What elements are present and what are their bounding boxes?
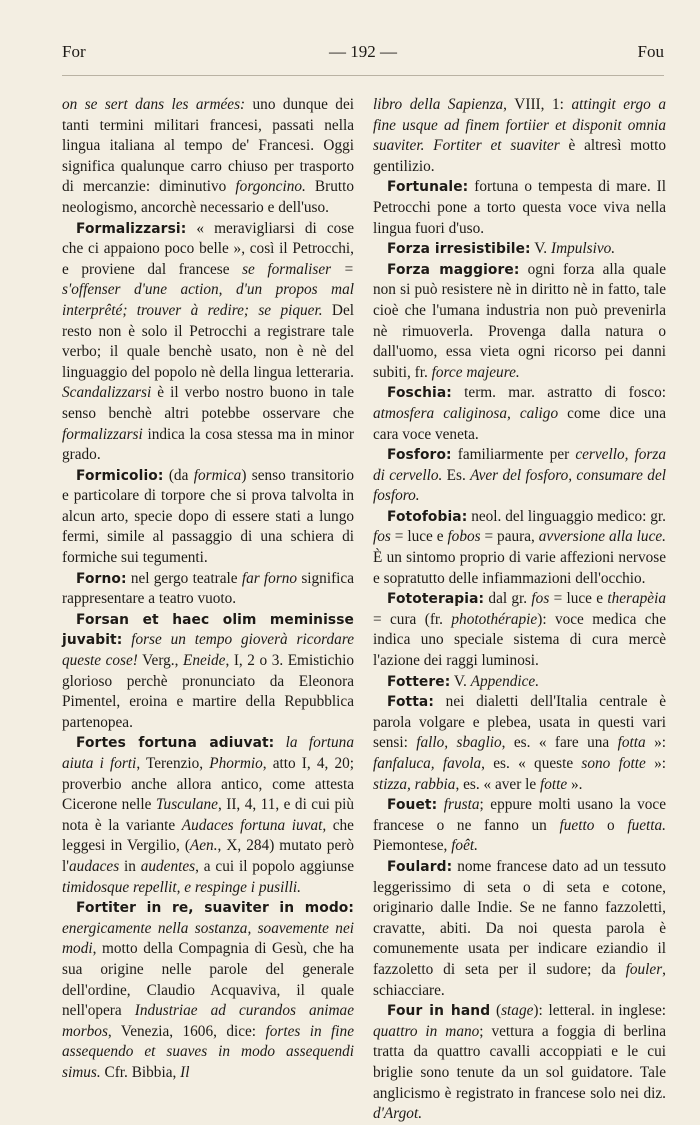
italic-text: libro della Sapienza xyxy=(373,96,504,113)
entry-headword: Foulard: xyxy=(387,858,453,875)
entry-text: uno dunque dei tanti termini militari francesi, passati nella lingua italiana al tempo de' Francesi. Oggi significa qualunque carro chiuso per trasporto di mercanzie: diminutivo xyxy=(62,96,354,196)
entry-text: , motto della Compagnia di Gesù, che ha sua origine nelle parole del generale dell'ordine, Claudio Acquaviva, il quale nell'opera xyxy=(62,940,354,1020)
dictionary-entry xyxy=(62,610,354,734)
italic-text: foêt. xyxy=(451,837,478,855)
entry-headword: Forza maggiore: xyxy=(387,261,520,278)
italic-text: fouler xyxy=(625,960,663,978)
italic-text: force majeure. xyxy=(431,363,520,381)
entry-headword: Fortunale: xyxy=(387,179,469,196)
italic-text: Scandalizzarsi xyxy=(62,384,152,402)
entry-text: , Venezia, 1606, dice: xyxy=(107,1022,266,1040)
italic-text: audentes xyxy=(140,857,196,875)
entry-text: term. mar. astratto di fosco: xyxy=(451,384,666,402)
entry-text: = luce e xyxy=(549,590,608,608)
entry-text: significa rappresentare a teatro vuoto. xyxy=(62,569,354,608)
italic-text: fos xyxy=(531,590,550,608)
italic-text: fortes in fine assequendo et suaves in modo assequendi simus. xyxy=(62,1022,354,1081)
entry-text: ) senso transitorio e particolare di torpore che si prova talvolta in alcun arto, specie dopo di essere stati a lungo fermi, simile al passaggio di una schiera di formiche sui tegumenti. xyxy=(62,466,354,567)
entry-text: neol. del linguaggio medico: gr. xyxy=(467,507,666,525)
entry-text: , es. « aver le xyxy=(455,775,540,793)
entry-text: , I, 2 o 3. Emistichio glorioso perchè pronunciato da Eleonora Pimentel, eroina e martire della Repubblica partenopea. xyxy=(62,652,354,731)
italic-text: Industriae ad curandos animae morbos xyxy=(62,1002,354,1040)
dictionary-entry xyxy=(373,672,666,693)
italic-text: fallo, sbaglio xyxy=(416,734,502,752)
italic-text: quattro in mano xyxy=(373,1022,480,1040)
entry-text: È un sintomo proprio di varie affezioni nervose e sopratutto delle infiammazioni dell'occhio. xyxy=(373,549,666,587)
entry-text: è il verbo nostro buono in tale senso benchè altri potebbe osservare che xyxy=(62,384,354,422)
entry-text: ; vettura a foggia di berlina tratta da quattro cavalli accoppiati e le cui briglie sono tenute da un sol guidatore. Tale anglicismo è registrato in francese solo nei diz. xyxy=(373,1022,666,1102)
italic-text: fos xyxy=(373,528,391,546)
italic-text: fobos xyxy=(447,528,481,546)
continued-entry-text xyxy=(373,95,666,177)
dictionary-entry xyxy=(373,239,666,260)
entry-text: »: xyxy=(645,755,666,772)
entry-text: ; eppure molti usano la voce francese o ne fanno un xyxy=(373,796,666,834)
italic-text: fuetto xyxy=(559,816,595,834)
entry-text: fortuna o tempesta di mare. Il Petrocchi pone a torto questa voce viva nella lingua fuori d'uso. xyxy=(373,178,666,237)
entry-text: Del resto non è solo il Petrocchi a registrare tale verbo; il quale benchè usato, non è nè del linguaggio del popolo nè della lingua letteraria. xyxy=(62,301,354,381)
italic-text: on se sert dans les armées: xyxy=(62,96,246,113)
entry-text: « meravigliarsi di cose che ci appaiono poco belle », così il Petrocchi, e proviene dal francese xyxy=(62,219,354,278)
italic-text: fuetta. xyxy=(627,816,666,834)
italic-text: cervello, forza di cervello. xyxy=(373,446,666,484)
entry-text: V. xyxy=(450,672,471,690)
entry-text: , a cui il popolo aggiunse xyxy=(195,857,354,875)
italic-text: Eneide xyxy=(182,652,226,670)
italic-text: forgoncino. xyxy=(235,178,306,196)
entry-text: , Terenzio, xyxy=(136,755,210,772)
italic-text: Phormio xyxy=(209,755,263,772)
italic-text: fotte xyxy=(539,775,568,793)
italic-text: d'Argot. xyxy=(373,1105,423,1123)
dictionary-entry xyxy=(373,692,666,795)
entry-text: o xyxy=(594,816,628,834)
entry-headword: Fortes fortuna adiuvat: xyxy=(76,735,275,752)
dictionary-entry xyxy=(62,219,354,466)
entry-text: ): letteral. in inglese: xyxy=(533,1002,666,1020)
entry-headword: Four in hand xyxy=(387,1003,491,1020)
entry-text: che leggesi in Vergilio, ( xyxy=(62,816,354,855)
entry-text: Verg., xyxy=(137,652,183,670)
entry-text: ): voce medica che indica uno speciale sistema di cura mercè l'azione dei raggi luminosi. xyxy=(373,610,666,670)
entry-text: , schiacciare. xyxy=(373,960,666,999)
entry-text: indica la cosa stessa ma in minor grado. xyxy=(62,425,354,464)
italic-text: fotta xyxy=(617,734,646,752)
entry-headword: Forno: xyxy=(76,570,127,587)
dictionary-entry xyxy=(373,445,666,507)
entry-text: ». xyxy=(567,775,583,793)
page-number: — 192 — xyxy=(329,42,397,61)
italic-text: formalizzarsi xyxy=(62,425,143,443)
entry-headword: Fortiter in re, suaviter in modo: xyxy=(76,900,354,917)
italic-text: far forno xyxy=(241,569,298,587)
italic-text: photothérapie xyxy=(451,610,538,628)
italic-text: frusta xyxy=(443,796,480,814)
entry-text: = luce e xyxy=(390,528,448,546)
dictionary-entry xyxy=(373,177,666,239)
header-right-guide-word: Fou xyxy=(637,42,664,61)
entry-text xyxy=(122,631,131,648)
italic-text: se formaliser = s'offenser d'une action, d'un propos mal interprêté; trouver à redire; se piquer. xyxy=(62,260,354,319)
italic-text: audaces xyxy=(69,857,120,875)
entry-text: in xyxy=(119,857,141,875)
entry-text: »: xyxy=(645,734,666,752)
entry-headword: Forza irresistibile: xyxy=(387,241,531,258)
entry-text: , X, 284) mutato però l' xyxy=(62,837,354,875)
italic-text: timidosque repellit, e respinge i pusilli. xyxy=(62,878,301,896)
entry-text: nel gergo teatrale xyxy=(126,569,242,587)
entry-text: = paura, xyxy=(480,528,539,546)
dictionary-entry xyxy=(62,733,354,898)
dictionary-entry xyxy=(373,260,666,384)
italic-text: atmosfera caliginosa, caligo xyxy=(373,404,559,422)
italic-text: Aver del fosforo, consumare del fosforo. xyxy=(373,466,666,505)
italic-text: Impulsivo. xyxy=(550,240,616,258)
entry-headword: Foschia: xyxy=(387,385,452,402)
entry-headword: Fosforo: xyxy=(387,447,452,464)
entry-text: Cfr. Bibbia, xyxy=(100,1063,181,1081)
entry-text: , es. « fare una xyxy=(501,734,618,752)
entry-text: ogni forza alla quale non si può resistere nè in diritto nè in fatto, tale cioè che l'umana industria non può prevenirla nè rimuoverla. Provenga dalla natura o dall'uomo, essa vieta ogni ricorso pei danni subiti, fr. xyxy=(373,260,666,381)
dictionary-entry xyxy=(62,569,354,610)
italic-text: Tusculane xyxy=(155,796,218,814)
entry-text: Brutto neologismo, ancorchè necessario e dell'uso. xyxy=(62,178,354,216)
entry-text: nei dialetti dell'Italia centrale è parola volgare e plebea, usata in questi vari sensi: xyxy=(373,693,666,752)
italic-text: Aen. xyxy=(189,837,218,855)
entry-text xyxy=(274,734,285,751)
italic-text: therapèia xyxy=(607,590,666,608)
dictionary-entry xyxy=(373,1001,666,1125)
header-left-guide-word: For xyxy=(62,42,86,61)
continued-entry-text xyxy=(62,95,354,219)
entry-text: Es. xyxy=(442,466,471,484)
left-column xyxy=(62,95,354,1084)
italic-text: stizza, rabbia xyxy=(373,775,456,793)
dictionary-entry xyxy=(373,795,666,857)
entry-text: V. xyxy=(530,240,551,258)
entry-text: familiarmente per xyxy=(451,446,576,464)
italic-text: stage xyxy=(501,1002,534,1020)
dictionary-entry xyxy=(373,507,666,589)
entry-text: dal gr. xyxy=(484,590,532,608)
running-header xyxy=(62,42,664,66)
italic-text: sono fotte xyxy=(581,755,646,772)
entry-text: , VIII, 1: xyxy=(503,96,572,113)
dictionary-entry xyxy=(62,466,354,569)
dictionary-entry xyxy=(373,857,666,1001)
dictionary-entry xyxy=(62,898,354,1083)
entry-text: nome francese dato ad un tessuto leggerissimo di seta o di seta e cotone, originario dalle Indie. Se ne fanno fazzoletti, cravatte, abiti. Da noi questa parola è comunemente usata per indicare eziandio il fazzoletto di seta per il sudore; da xyxy=(373,857,666,978)
entry-headword: Fottere: xyxy=(387,673,451,690)
entry-headword: Formicolio: xyxy=(76,467,164,484)
entry-headword: Fouet: xyxy=(387,797,438,814)
right-column xyxy=(373,95,666,1125)
entry-headword: Fotofobia: xyxy=(387,508,468,525)
entry-headword: Forsan et haec olim meminisse juvabit: xyxy=(62,611,354,649)
italic-text: la fortuna aiuta i forti xyxy=(62,734,354,772)
italic-text: fanfaluca, favola xyxy=(373,755,482,772)
entry-text: , atto I, 4, 20; proverbio anche allora antico, come attesta Cicerone nelle xyxy=(62,755,354,814)
entry-text: Piemontese, xyxy=(373,837,452,855)
header-rule xyxy=(62,75,664,76)
italic-text: forse un tempo gioverà ricordare queste cose! xyxy=(62,631,354,670)
entry-text: , II, 4, 11, e di cui più nota è la variante xyxy=(62,796,355,834)
italic-text: formica xyxy=(193,466,242,484)
italic-text: avversione alla luce. xyxy=(538,528,666,546)
entry-text: come dice una cara voce veneta. xyxy=(373,404,666,443)
entry-text: = cura (fr. xyxy=(373,610,452,628)
italic-text: Audaces fortuna iuvat, xyxy=(181,816,327,834)
italic-text: Appendice. xyxy=(470,672,540,690)
dictionary-entry xyxy=(373,383,666,445)
entry-text: ( xyxy=(490,1002,502,1020)
entry-text: , es. « queste xyxy=(481,755,582,772)
entry-text: è altresì motto gentilizio. xyxy=(373,137,666,175)
entry-headword: Fotta: xyxy=(387,694,434,711)
dictionary-entry xyxy=(373,589,666,671)
italic-text: Il xyxy=(180,1063,190,1081)
italic-text: energicamente nella sostanza, soavemente nei modi xyxy=(62,919,354,958)
entry-text: (da xyxy=(163,466,194,484)
entry-headword: Fototerapia: xyxy=(387,591,485,608)
italic-text: attingit ergo a fine usque ad finem fortiier et disponit omnia suaviter. Fortiter et suaviter xyxy=(373,96,666,155)
entry-headword: Formalizzarsi: xyxy=(76,220,187,237)
